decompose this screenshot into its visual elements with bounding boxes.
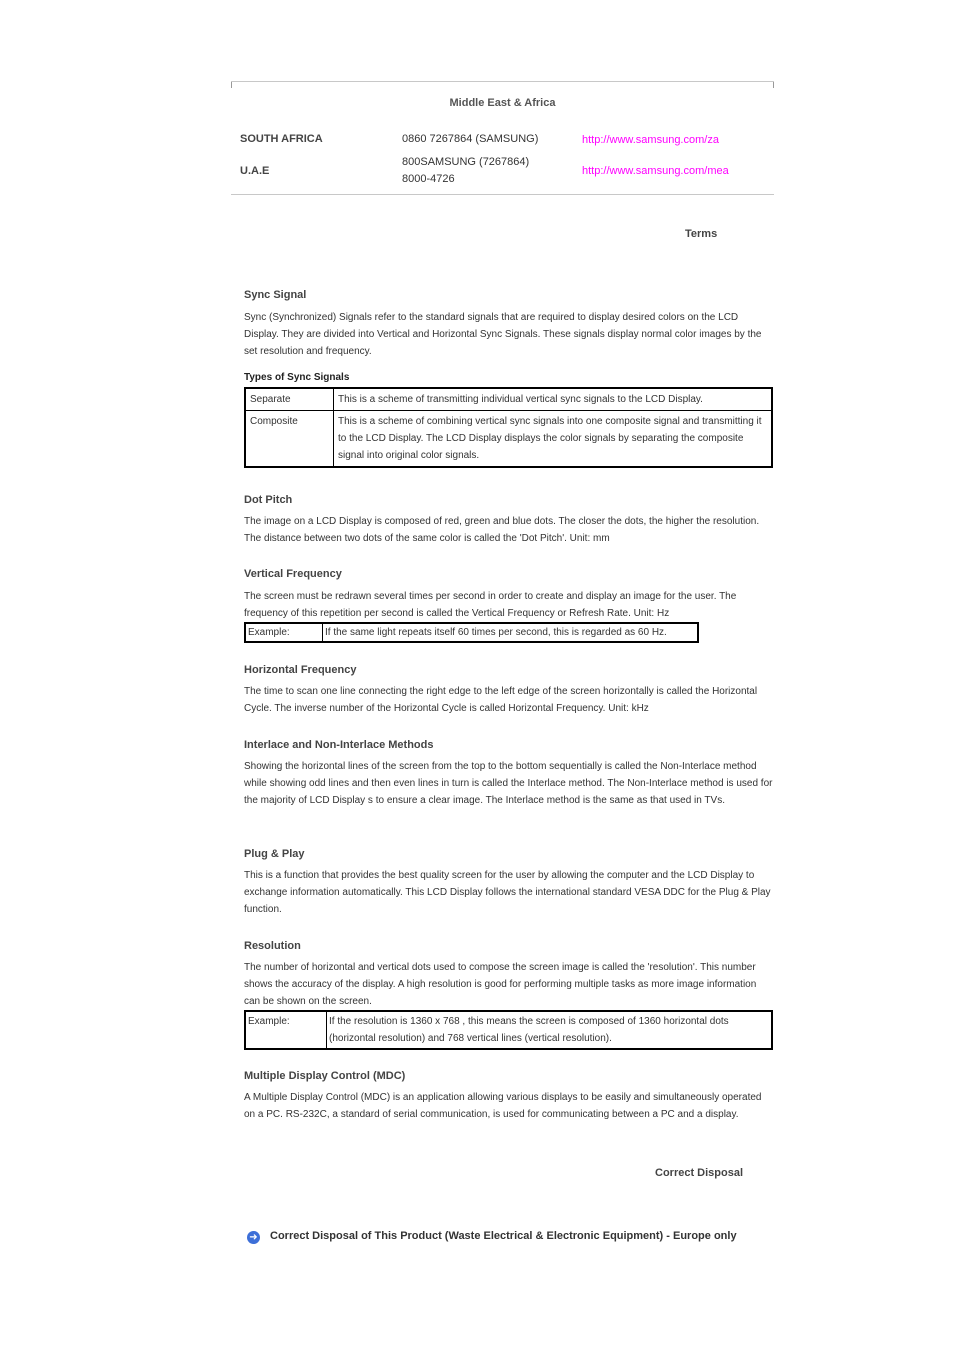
- horizontal-frequency-title: Horizontal Frequency: [244, 664, 357, 676]
- sync-type-desc: This is a scheme of combining vertical sync signals into one composite signal and transmitting it to the LCD Display. The LCD Display displays the color signals by separating the composite signal into original color signals.: [334, 411, 773, 468]
- country-south-africa: SOUTH AFRICA: [240, 133, 323, 145]
- sync-signal-title: Sync Signal: [244, 289, 307, 301]
- plug-play-text: This is a function that provides the best quality screen for the user by allowing the computer and the LCD Display to exchange information automatically. This LCD Display follows the international standard VESA DDC for the Plug & Play function.: [244, 870, 771, 915]
- vertical-frequency-example: [244, 622, 699, 643]
- interlace-title: Interlace and Non-Interlace Methods: [244, 739, 434, 751]
- sync-types-table: [244, 387, 773, 468]
- mdc-title: Multiple Display Control (MDC): [244, 1070, 406, 1082]
- vertical-frequency-text: The screen must be redrawn several times per second in order to create and display an image for the user. The frequency of this repetition per second is called the Vertical Frequency or Refresh Rate. Unit: Hz: [244, 591, 737, 619]
- phone-south-africa: 0860 7267864 (SAMSUNG): [402, 133, 539, 145]
- example-label: Example:: [245, 623, 323, 642]
- dot-pitch-title: Dot Pitch: [244, 494, 293, 506]
- interlace-text: Showing the horizontal lines of the screen from the top to the bottom sequentially is called the Non-Interlace method while showing odd lines and then even lines in turn is called the Interlace method. The Non-Interlace method is used for the majority of LCD Display s to ensure a clear image. The Interlace method is the same as that used in TVs.: [244, 761, 773, 806]
- country-uae: U.A.E: [240, 165, 270, 177]
- plug-play-title: Plug & Play: [244, 848, 305, 860]
- phone-uae-1: 800SAMSUNG (7267864): [402, 156, 530, 168]
- table-row: [245, 1011, 772, 1049]
- arrow-right-circle-icon[interactable]: ➜: [247, 1231, 260, 1244]
- example-text: If the same light repeats itself 60 times per second, this is regarded as 60 Hz.: [323, 623, 699, 642]
- correct-disposal-link[interactable]: Correct Disposal of This Product (Waste Electrical & Electronic Equipment) - Europe only: [270, 1230, 737, 1242]
- example-label: Example:: [245, 1011, 327, 1049]
- sync-signal-text: Sync (Synchronized) Signals refer to the standard signals that are required to display desired colors on the LCD Display. They are divided into Vertical and Horizontal Sync Signals. These signals display normal color images by the set resolution and frequency.: [244, 312, 762, 357]
- sync-type-name: Separate: [245, 388, 334, 411]
- region-title: Middle East & Africa: [449, 97, 556, 109]
- vertical-frequency-title: Vertical Frequency: [244, 568, 342, 580]
- terms-heading: Terms: [685, 228, 718, 240]
- dot-pitch-text: The image on a LCD Display is composed of red, green and blue dots. The closer the dots, the higher the resolution. The distance between two dots of the same color is called the 'Dot Pitch'. Unit: mm: [244, 516, 760, 544]
- mdc-text: A Multiple Display Control (MDC) is an application allowing various displays to be easily and simultaneously operated on a PC. RS-232C, a standard of serial communication, is used for communicating between a PC and a display.: [244, 1092, 762, 1120]
- horizontal-frequency-text: The time to scan one line connecting the right edge to the left edge of the screen horizontally is called the Horizontal Cycle. The inverse number of the Horizontal Cycle is called Horizontal Frequency. Unit: kHz: [244, 686, 758, 714]
- resolution-text: The number of horizontal and vertical dots used to compose the screen image is called the 'resolution'. This number shows the accuracy of the display. A high resolution is good for performing multiple tasks as more image information can be shown on the screen.: [244, 962, 757, 1007]
- url-uae[interactable]: http://www.samsung.com/mea: [582, 165, 729, 177]
- sync-type-desc: This is a scheme of transmitting individual vertical sync signals to the LCD Display.: [334, 388, 773, 411]
- correct-disposal-heading: Correct Disposal: [655, 1167, 744, 1179]
- resolution-example: [244, 1010, 773, 1050]
- sync-types-title: Types of Sync Signals: [244, 372, 350, 383]
- example-text: If the resolution is 1360 x 768 , this means the screen is composed of 1360 horizontal dots (horizontal resolution) and 768 vertical lines (vertical resolution).: [327, 1011, 773, 1049]
- phone-uae-2: 8000-4726: [402, 173, 455, 185]
- table-row: [245, 411, 772, 468]
- resolution-title: Resolution: [244, 940, 301, 952]
- url-south-africa[interactable]: http://www.samsung.com/za: [582, 134, 719, 146]
- table-row: [245, 388, 772, 411]
- sync-type-name: Composite: [245, 411, 334, 468]
- table-row: [245, 623, 698, 642]
